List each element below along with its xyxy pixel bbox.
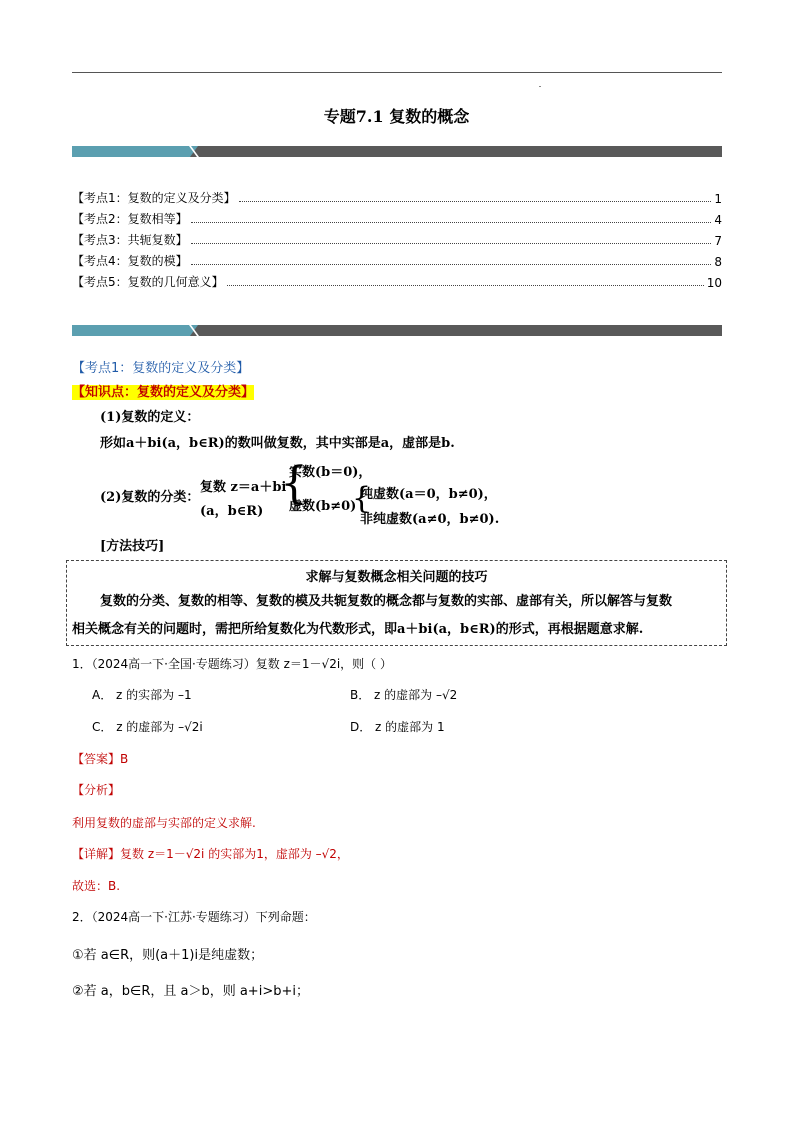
conclusion-text: 故选：B. <box>72 879 121 893</box>
class-pure-imaginary: 纯虚数(a＝0，b≠0)， <box>360 487 497 502</box>
title-band <box>72 146 722 157</box>
definition-title: (1)复数的定义： <box>100 410 200 425</box>
toc-item[interactable] <box>72 253 722 269</box>
toc-label: 【考点5：复数的几何意义】 <box>72 275 224 289</box>
page-title: 专题7.1 复数的概念 <box>323 107 470 126</box>
tips-box-title: 求解与复数概念相关问题的技巧 <box>305 570 488 585</box>
toc-page: 4 <box>714 213 722 227</box>
class-nonpure-imaginary: 非纯虚数(a≠0，b≠0). <box>360 512 500 527</box>
detail-line <box>72 845 349 862</box>
question-1-stem: 1．（2024高一下·全国·专题练习）复数 z＝1－√2i，则（ ） <box>72 657 392 671</box>
scan-mark <box>539 86 541 87</box>
analysis-text: 利用复数的虚部与实部的定义求解. <box>72 816 256 830</box>
classification-left-bottom: (a，b∈R) <box>200 504 264 519</box>
section-band <box>72 325 722 336</box>
toc-page: 8 <box>714 255 722 269</box>
toc-page: 1 <box>714 192 722 206</box>
detail-text: 复数 z＝1－√2i 的实部为1，虚部为 –√2， <box>120 847 349 861</box>
option-a[interactable]: A． z 的实部为 –1 <box>92 688 192 702</box>
tips-box-line: 相关概念有关的问题时，需把所给复数化为代数形式，即a＋bi(a，b∈R)的形式，再根据题意求解. <box>72 622 644 637</box>
toc-label: 【考点3：共轭复数】 <box>72 233 188 247</box>
toc-leader <box>191 222 712 223</box>
class-imaginary: 虚数(b≠0) <box>289 499 357 514</box>
toc-leader <box>191 243 712 244</box>
section-heading: 【考点1：复数的定义及分类】 <box>72 361 250 376</box>
option-c[interactable]: C． z 的虚部为 –√2i <box>92 720 203 734</box>
toc-page: 10 <box>706 276 722 290</box>
answer-line <box>72 750 128 767</box>
detail-tag: 【详解】 <box>72 847 121 861</box>
toc-page: 7 <box>714 234 722 248</box>
toc-item[interactable] <box>72 232 722 248</box>
toc-leader <box>239 201 712 202</box>
brace-inner: { <box>352 481 372 516</box>
knowledge-tag-wrap <box>72 381 254 400</box>
definition-body: 形如a＋bi(a，b∈R)的数叫做复数，其中实部是a，虚部是b. <box>100 436 455 451</box>
answer-value: B <box>120 752 129 766</box>
toc-item[interactable] <box>72 190 722 206</box>
analysis-tag: 【分析】 <box>72 783 121 797</box>
answer-tag: 【答案】 <box>72 752 121 766</box>
knowledge-tag: 【知识点：复数的定义及分类】 <box>72 385 255 400</box>
classification-title: (2)复数的分类： <box>100 490 200 505</box>
question-2-item: ②若 a，b∈R，且 a＞b，则 a+i>b+i； <box>72 984 309 999</box>
method-tag: [方法技巧] <box>100 539 165 554</box>
toc-item[interactable] <box>72 274 722 290</box>
toc-label: 【考点1：复数的定义及分类】 <box>72 191 236 205</box>
toc-label: 【考点4：复数的模】 <box>72 254 188 268</box>
toc-leader <box>227 285 704 286</box>
toc-leader <box>191 264 712 265</box>
option-b[interactable]: B． z 的虚部为 –√2 <box>350 688 458 702</box>
classification-left-top: 复数 z＝a＋bi <box>200 480 287 495</box>
toc-item[interactable] <box>72 211 722 227</box>
question-2-item: ①若 a∈R，则(a＋1)i是纯虚数； <box>72 948 264 963</box>
tips-box-line: 复数的分类、复数的相等、复数的模及共轭复数的概念都与复数的实部、虚部有关，所以解答与复数 <box>100 594 673 609</box>
toc-label: 【考点2：复数相等】 <box>72 212 188 226</box>
question-2-stem: 2．（2024高一下·江苏·专题练习）下列命题： <box>72 910 316 924</box>
option-d[interactable]: D． z 的虚部为 1 <box>350 720 445 734</box>
brace-outer: { <box>280 458 308 509</box>
header-rule <box>72 72 722 73</box>
class-real: 实数(b＝0)， <box>289 465 372 480</box>
